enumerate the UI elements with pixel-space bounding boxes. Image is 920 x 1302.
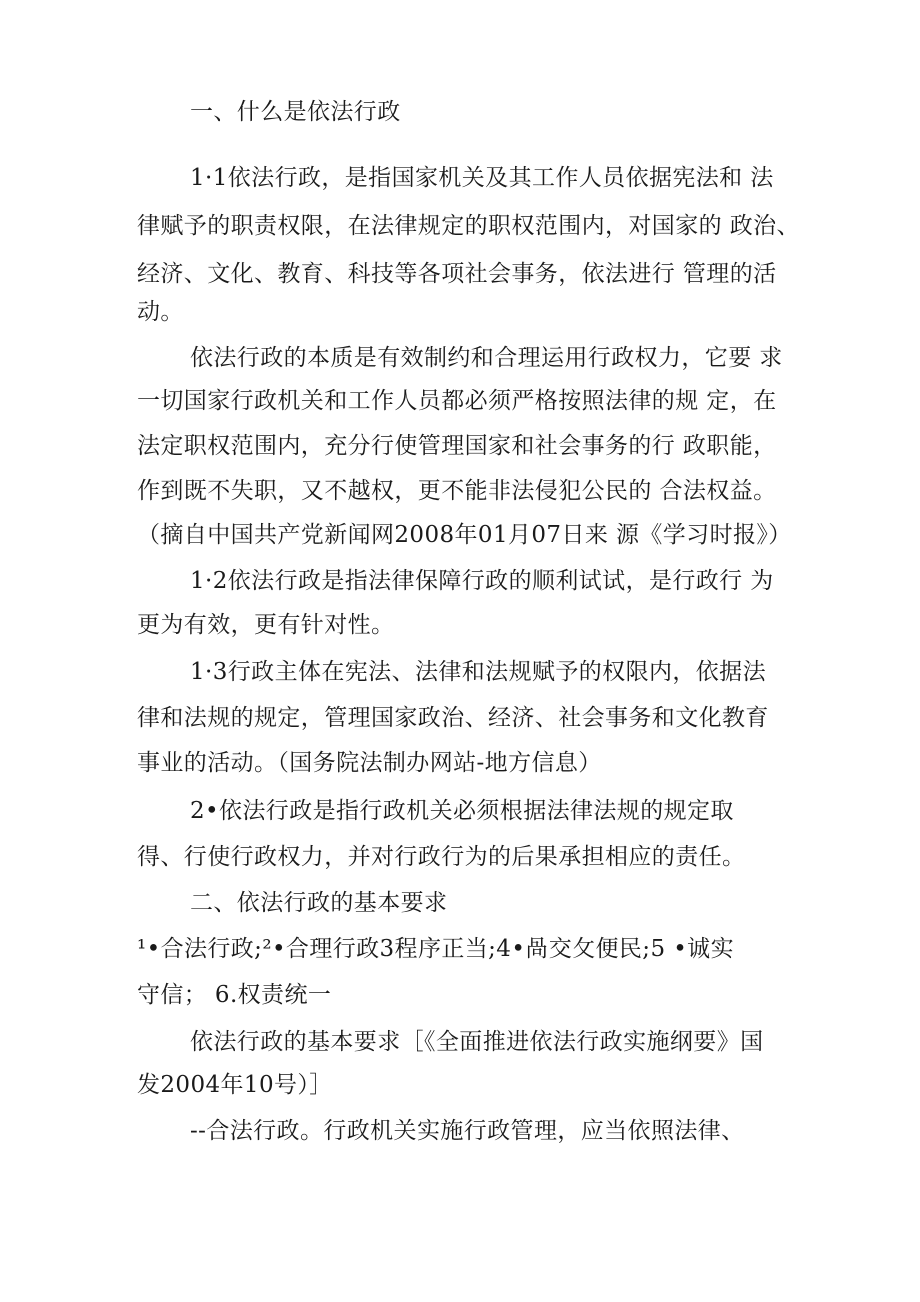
section-heading-2: 二、依法行政的基本要求 [190, 890, 448, 916]
citation-line: （摘自中国共产党新闻网2008年01月07日来 源《学习时报》） [137, 522, 792, 548]
paragraph-line: 2•依法行政是指行政机关必须根据法律法规的规定取 [190, 798, 734, 824]
paragraph-line: 发2004年10号）］ [137, 1072, 333, 1098]
paragraph-line: 律赋予的职责权限，在法律规定的职权范围内，对国家的 政治、 [137, 213, 800, 239]
paragraph-line: 律和法规的规定，管理国家政治、经济、社会事务和文化教育 [137, 705, 769, 731]
paragraph-line: 事业的活动。（国务院法制办网站-地方信息） [137, 750, 602, 776]
paragraph-line: ¹•合法行政;²•合理行政3程序正当;4•咼交攵便民;5 •诚实 [137, 936, 734, 962]
paragraph-line: 更为有效，更有针对性。 [137, 612, 395, 638]
paragraph-line: 一切国家行政机关和工作人员都必须严格按照法律的规 定，在 [137, 388, 777, 414]
paragraph-line: 作到既不失职，又不越权，更不能非法侵犯公民的 合法权益。 [137, 478, 777, 504]
paragraph-line: 动。 [137, 299, 184, 325]
paragraph-line: 1·1依法行政，是指国家机关及其工作人员依据宪法和 法 [190, 165, 774, 191]
paragraph-line: 得、行使行政权力，并对行政行为的后果承担相应的责任。 [137, 844, 746, 870]
paragraph-line: 1·3行政主体在宪法、法律和法规赋予的权限内，依据法 [190, 659, 766, 685]
paragraph-line: 经济、文化、教育、科技等各项社会事务，依法进行 管理的活 [137, 261, 777, 287]
paragraph-line: 守信； 6.权责统一 [137, 982, 332, 1008]
paragraph-line: 1·2依法行政是指法律保障行政的顺利试试，是行政行 为 [190, 568, 774, 594]
paragraph-line: 法定职权范围内，充分行使管理国家和社会事务的行 政职能， [137, 433, 777, 459]
paragraph-line: --合法行政。行政机关实施行政管理，应当依照法律、 [190, 1118, 745, 1144]
paragraph-line: 依法行政的本质是有效制约和合理运用行政权力，它要 求 [190, 345, 783, 371]
section-heading-1: 一、什么是依法行政 [190, 99, 401, 125]
paragraph-line: 依法行政的基本要求［《全面推进依法行政实施纲要》国 [190, 1029, 764, 1055]
